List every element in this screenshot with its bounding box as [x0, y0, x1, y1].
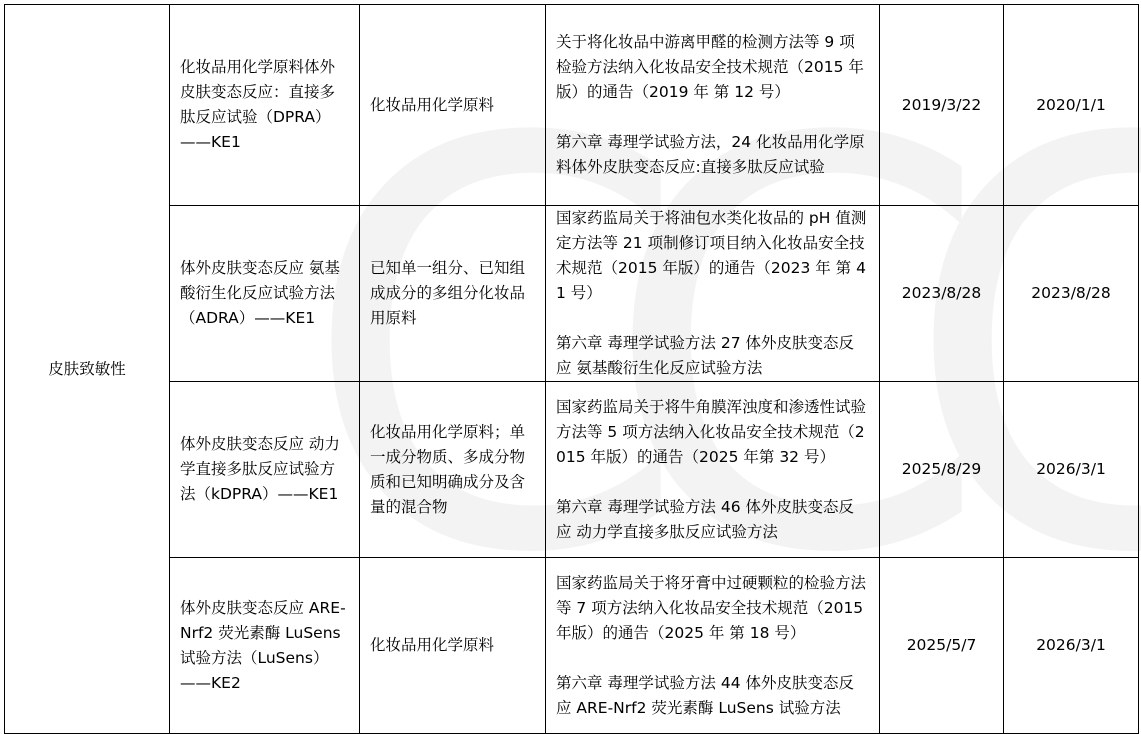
issue-date: 2023/8/28: [880, 206, 1004, 382]
table-row: [5, 5, 1139, 206]
notice-text: 国家药监局关于将牙膏中过硬颗粒的检验方法等 7 项方法纳入化妆品安全技术规范（2015 年版）的通告（2025 年 第 18 号）: [556, 573, 867, 642]
notice-text: 国家药监局关于将油包水类化妆品的 pH 值测定方法等 21 项制修订项目纳入化妆品安全技术规范（2015 年版）的通告（2023 年 第 41 号）: [556, 209, 867, 302]
method-name: 体外皮肤变态反应 动力学直接多肽反应试验方法（kDPRA）——KE1: [170, 382, 360, 558]
applicable-scope: 已知单一组分、已知组成成分的多组分化妆品用原料: [360, 206, 546, 382]
methods-table: [4, 4, 1139, 734]
chapter-text: 第六章 毒理学试验方法 44 体外皮肤变态反应 ARE-Nrf2 荧光素酶 LuSens 试验方法: [556, 673, 855, 717]
chapter-text: 第六章 毒理学试验方法 27 体外皮肤变态反应 氨基酸衍生化反应试验方法: [556, 334, 855, 377]
effective-date: 2026/3/1: [1004, 382, 1139, 558]
source-document: [546, 206, 880, 382]
category-cell: 皮肤致敏性: [5, 5, 170, 734]
method-name: 体外皮肤变态反应 氨基酸衍生化反应试验方法（ADRA）——KE1: [170, 206, 360, 382]
applicable-scope: 化妆品用化学原料: [360, 558, 546, 734]
applicable-scope: 化妆品用化学原料: [360, 5, 546, 206]
issue-date: 2019/3/22: [880, 5, 1004, 206]
notice-text: 关于将化妆品中游离甲醛的检测方法等 9 项检验方法纳入化妆品安全技术规范（2015 年版）的通告（2019 年 第 12 号）: [556, 33, 864, 101]
issue-date: 2025/8/29: [880, 382, 1004, 558]
chapter-text: 第六章 毒理学试验方法，24 化妆品用化学原料体外皮肤变态反应:直接多肽反应试验: [556, 133, 865, 176]
chapter-text: 第六章 毒理学试验方法 46 体外皮肤变态反应 动力学直接多肽反应试验方法: [556, 497, 855, 541]
method-name: 体外皮肤变态反应 ARE-Nrf2 荧光素酶 LuSens 试验方法（LuSens）——KE2: [170, 558, 360, 734]
source-document: [546, 5, 880, 206]
table-row: [5, 382, 1139, 558]
effective-date: 2020/1/1: [1004, 5, 1139, 206]
effective-date: 2023/8/28: [1004, 206, 1139, 382]
method-name: 化妆品用化学原料体外皮肤变态反应：直接多肽反应试验（DPRA）——KE1: [170, 5, 360, 206]
table-row: [5, 206, 1139, 382]
applicable-scope: 化妆品用化学原料；单一成分物质、多成分物质和已知明确成分及含量的混合物: [360, 382, 546, 558]
effective-date: 2026/3/1: [1004, 558, 1139, 734]
source-document: [546, 382, 880, 558]
notice-text: 国家药监局关于将牛角膜浑浊度和渗透性试验方法等 5 项方法纳入化妆品安全技术规范（2015 年版）的通告（2025 年第 32 号）: [556, 397, 867, 466]
issue-date: 2025/5/7: [880, 558, 1004, 734]
table-row: [5, 558, 1139, 734]
source-document: [546, 558, 880, 734]
